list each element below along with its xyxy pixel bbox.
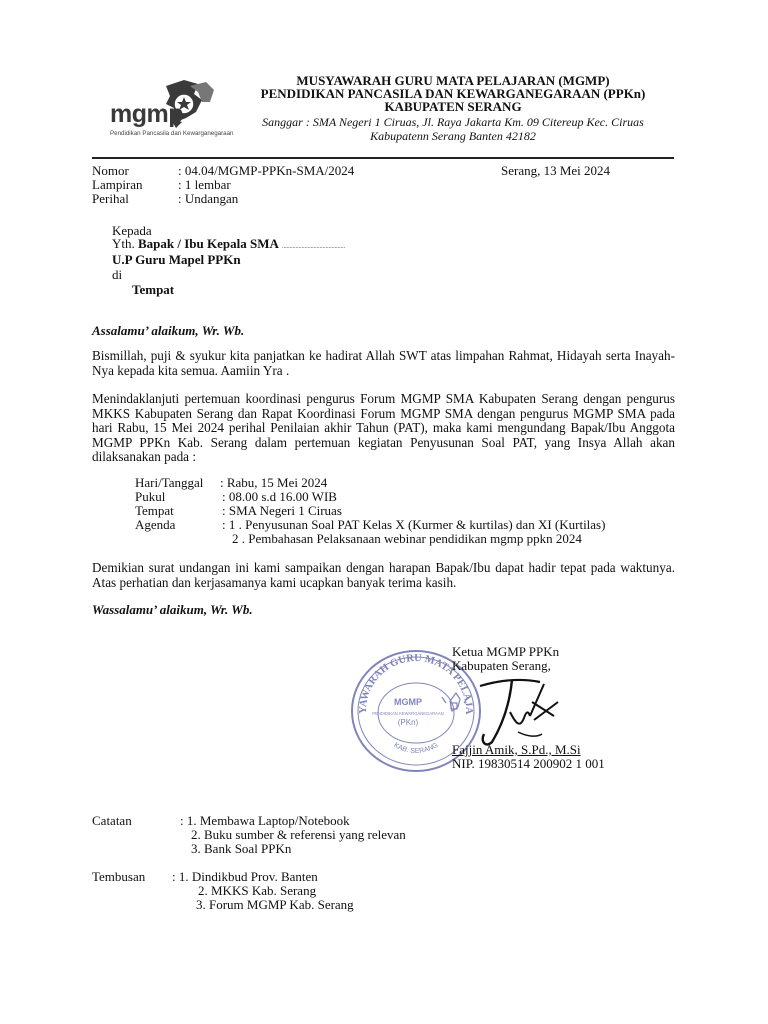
- tembusan-item-3: 3. Forum MGMP Kab. Serang: [196, 897, 354, 912]
- tempat-label: Tempat: [135, 503, 174, 518]
- letterhead: [228, 74, 678, 143]
- catatan-item-2: 2. Buku sumber & referensi yang relevan: [191, 827, 406, 842]
- signature-name: Fajjin Amik, S.Pd., M.Si: [452, 742, 581, 757]
- recipient-dots: ..........................................: [282, 244, 346, 250]
- signature-scribble: [470, 672, 560, 752]
- tembusan-item-1: : 1. Dindikbud Prov. Banten: [172, 869, 318, 884]
- hari-value: : Rabu, 15 Mei 2024: [220, 475, 328, 490]
- mgmp-logo: [106, 78, 246, 144]
- perihal-label: Perihal: [92, 191, 129, 206]
- tembusan-label: Tembusan: [92, 869, 146, 884]
- perihal-value: : Undangan: [178, 191, 239, 206]
- stamp-center-sub: PENDIDIKAN KEWARGANEGARAAN: [372, 711, 444, 716]
- agenda-label: Agenda: [135, 517, 176, 532]
- tempat-value: : SMA Negeri 1 Ciruas: [222, 503, 342, 518]
- signature-nip: NIP. 19830514 200902 1 001: [452, 756, 605, 771]
- nomor-value: : 04.04/MGMP-PPKn-SMA/2024: [178, 163, 355, 178]
- lampiran-value: : 1 lembar: [178, 177, 231, 192]
- lampiran-label: Lampiran: [92, 177, 143, 192]
- header-line-2: PENDIDIKAN PANCASILA DAN KEWARGANEGARAAN (PPKn): [260, 86, 646, 101]
- catatan-item-1: : 1. Membawa Laptop/Notebook: [180, 813, 350, 828]
- svg-text:KAB. SERANG: [392, 742, 439, 755]
- stamp-bottom-text: KAB. SERANG: [392, 741, 440, 756]
- recipient-di: di: [112, 267, 123, 282]
- pukul-value: : 08.00 s.d 16.00 WIB: [222, 489, 337, 504]
- kepada-label: Kepada: [112, 223, 152, 238]
- stamp-center: MGMP: [394, 697, 422, 707]
- paragraph-1: Bismillah, puji & syukur kita panjatkan ke hadirat Allah SWT atas limpahan Rahmat, Hidayah serta Inayah-Nya kepada kita semua. Aamiin Yra .: [92, 348, 675, 378]
- closing: Wassalamu’ alaikum, Wr. Wb.: [92, 602, 253, 617]
- signature-region: Kabupaten Serang,: [452, 658, 551, 673]
- place-date: Serang, 13 Mei 2024: [501, 163, 611, 178]
- catatan-item-3: 3. Bank Soal PPKn: [191, 841, 292, 856]
- recipient-tempat: Tempat: [132, 282, 175, 297]
- stamp-top-text: YAWARAH GURU MATA PELAJA: [357, 652, 475, 715]
- header-address-1: Sanggar : SMA Negeri 1 Ciruas, Jl. Raya Jakarta Km. 09 Citereup Kec. Ciruas: [262, 115, 644, 129]
- agenda-item-1: : 1 . Penyusunan Soal PAT Kelas X (Kurmer & kurtilas) dan XI (Kurtilas): [222, 517, 606, 532]
- stamp-center-abbr: (PKn): [397, 718, 419, 727]
- header-line-1: MUSYAWARAH GURU MATA PELAJARAN (MGMP): [296, 73, 610, 88]
- catatan-label: Catatan: [92, 813, 132, 828]
- recipient-name: Bapak / Ibu Kepala SMA: [138, 236, 279, 251]
- pukul-label: Pukul: [135, 489, 166, 504]
- logo-subtitle: Pendidikan Pancasila dan Kewarganegaraan: [110, 130, 234, 137]
- greeting: Assalamu’ alaikum, Wr. Wb.: [92, 323, 245, 338]
- recipient-up: U.P Guru Mapel PPKn: [112, 252, 241, 267]
- header-rule: [92, 157, 674, 159]
- paragraph-2: Menindaklanjuti pertemuan koordinasi pengurus Forum MGMP SMA Kabupaten Serang dengan pengurus MKKS Kabupaten Serang dan Rapat Koordinasi Forum MGMP SMA dengan pengurus MGMP SMA pada hari Rabu, 15 Mei 2024 perihal Penilaian akhir Tahun (PAT), maka kami mengundang Bapak/Ibu Anggota MGMP PPKn Kab. Serang dalam pertemuan kegiatan Penyusunan Soal PAT, yang Insya Allah akan dilaksanakan pada :: [92, 391, 675, 464]
- yth-label: Yth.: [112, 236, 135, 251]
- paragraph-3: Demikian surat undangan ini kami sampaikan dengan harapan Bapak/Ibu dapat hadir tepat pada waktunya. Atas perhatian dan kerjasamanya kami ucapkan banyak terima kasih.: [92, 560, 675, 590]
- signature-title: Ketua MGMP PPKn: [452, 644, 560, 659]
- tembusan-item-2: 2. MKKS Kab. Serang: [198, 883, 317, 898]
- logo-brand: mgmp: [110, 100, 183, 128]
- header-line-3: KABUPATEN SERANG: [384, 99, 522, 114]
- nomor-label: Nomor: [92, 163, 129, 178]
- hari-label: Hari/Tanggal: [135, 475, 204, 490]
- agenda-item-2: 2 . Pembahasan Pelaksanaan webinar pendidikan mgmp ppkn 2024: [232, 531, 582, 546]
- header-address-2: Kabupatenn Serang Banten 42182: [370, 129, 536, 143]
